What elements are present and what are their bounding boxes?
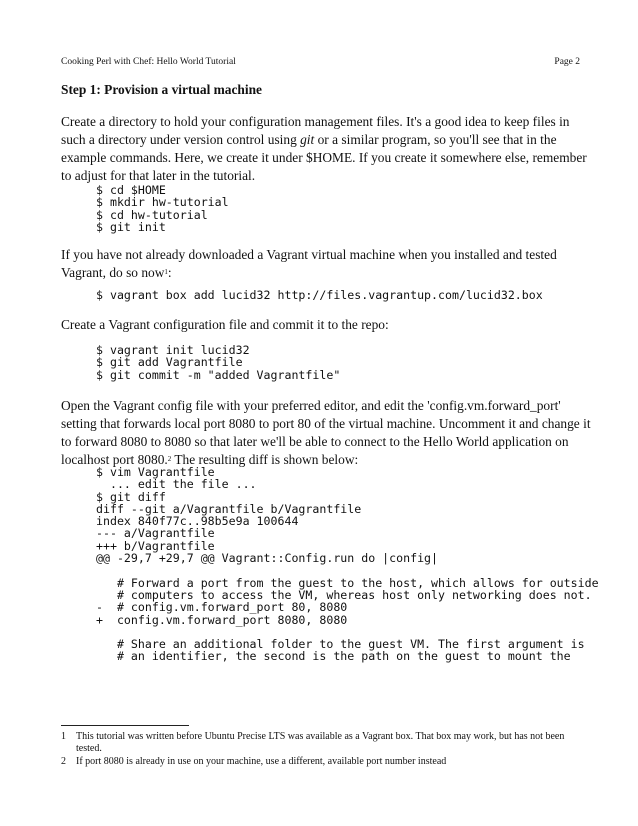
footnote-divider (61, 725, 189, 726)
footnote-1-text: This tutorial was written before Ubuntu Precise LTS was available as a Vagrant box. That box may work, but has not been tested. (76, 731, 565, 755)
paragraph-edit-config (61, 397, 591, 469)
footnote-1-number: 1 (61, 731, 66, 742)
paragraph-download-box-text: If you have not already downloaded a Vagrant virtual machine when you installed and tested Vagrant, do so now (61, 247, 557, 281)
code-block-diff: $ vim Vagrantfile ... edit the file ... $ git diff diff --git a/Vagrantfile b/Vagrantfile index 840f77c..98b5e9a 100644 --- a/Vagrantfile +++ b/Vagrantfile @@ -29,7 +29,7 @@ Vagrant::Config.run do |config| # Forward a port from the guest to the host, which allows for outside # computers to access the VM, whereas host only networking does not. - # config.vm.forward_port 80, 8080 + config.vm.forward_port 8080, 8080 # Share an additional folder to the guest VM. The first argument is # an identifier, the second is the path on the guest to mount the (96, 465, 599, 664)
git-emphasis: git (300, 132, 315, 148)
paragraph-intro-text-a: Create a directory to hold your configuration management files. It's a good idea to keep files in such a directory under version control using (61, 114, 570, 148)
paragraph-download-box (61, 246, 591, 282)
footnote-ref-1[interactable]: 1 (164, 268, 168, 277)
code-block-box-add: $ vagrant box add lucid32 http://files.vagrantup.com/lucid32.box (96, 288, 543, 302)
running-header-title: Cooking Perl with Chef: Hello World Tutorial (61, 57, 236, 67)
paragraph-edit-config-text: Open the Vagrant config file with your preferred editor, and edit the 'config.vm.forward_port' setting that forwards local port 8080 to port 80 of the virtual machine. Uncomment it and change it to forward 8080 to 8080 so that later we'll be able to connect to the Hello World application on localhost port 8080. (61, 398, 591, 468)
section-heading: Step 1: Provision a virtual machine (61, 82, 262, 97)
paragraph-intro (61, 113, 591, 185)
code-block-setup: $ cd $HOME $ mkdir hw-tutorial $ cd hw-tutorial $ git init (96, 183, 229, 234)
paragraph-intro-text-b: or a similar program, so you'll see that in the example commands. Here, we create it under $HOME. If you create it somewhere else, remember to adjust for that later in the tutorial. (61, 132, 587, 184)
paragraph-init-config: Create a Vagrant configuration file and commit it to the repo: (61, 317, 389, 332)
footnote-1 (61, 731, 591, 756)
footnote-ref-2[interactable]: 2 (167, 455, 172, 464)
footnote-2-text: If port 8080 is already in use on your machine, use a different, available port number instead (76, 756, 447, 767)
footnote-2-number: 2 (61, 756, 66, 767)
code-block-init-commit: $ vagrant init lucid32 $ git add Vagrantfile $ git commit -m "added Vagrantfile" (96, 343, 341, 382)
paragraph-download-box-colon: : (167, 265, 172, 281)
paragraph-edit-config-tail: The resulting diff is shown below: (171, 452, 359, 468)
footnote-2 (61, 756, 591, 768)
page-number: Page 2 (554, 57, 580, 67)
